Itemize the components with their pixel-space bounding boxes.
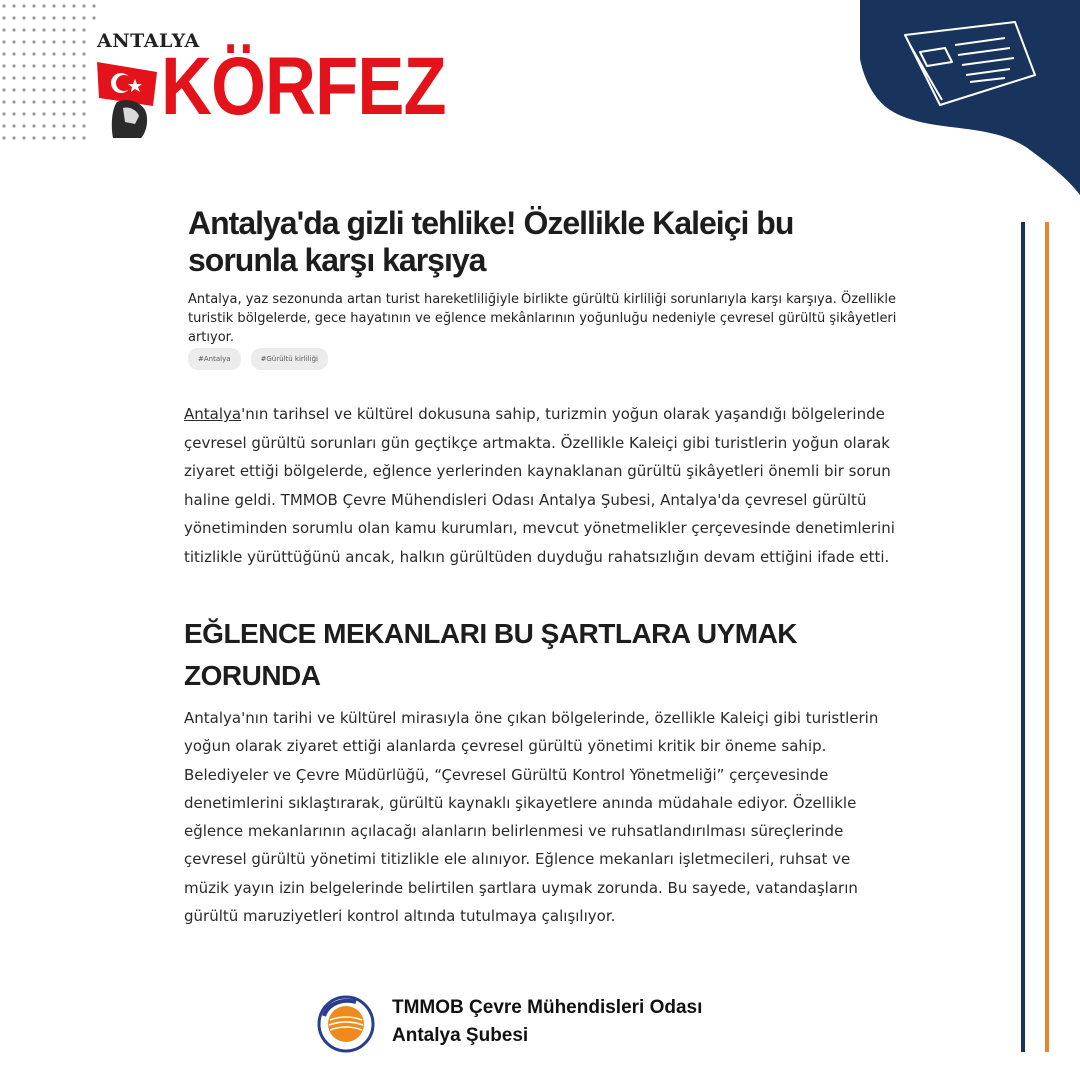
organization-line-2: Antalya Şubesi [392,1025,529,1046]
section-heading: EĞLENCE MEKANLARI BU ŞARTLARA UYMAK ZORUNDA [184,618,798,691]
navy-divider-line [1021,222,1025,1052]
tag-antalya[interactable]: #Antalya [188,348,241,370]
article-paragraph-1 [184,400,899,571]
organization-name [392,994,702,1050]
turkish-flag-icon [95,58,165,138]
organization-line-1: TMMOB Çevre Mühendisleri Odası [392,997,703,1018]
orange-divider-line [1045,222,1049,1052]
paragraph-1-text: 'nın tarihsel ve kültürel dokusuna sahip, turizmin yoğun olarak yaşandığı bölgelerinde çevresel gürültü sorunları gün geçtikçe artmakta. Özellikle Kaleiçi gibi turistlerin yoğun olarak ziyaret ettiği bölgelerde, eğlence yerlerinden kaynaklanan gürültü şikâyetleri önemli bir sorun haline geldi. TMMOB Çevre Mühendisleri Odası Antalya Şubesi, Antalya'da çevresel gürültü yönetiminden sorumlu olan kamu kurumları, mevcut yönetmelikler çerçevesinde denetimlerini titizlikle yürüttüğünü ancak, halkın gürültüden duyduğu rahatsızlığın devam ettiğini ifade etti. [184,405,895,566]
article-paragraph-2: Antalya'nın tarihi ve kültürel mirasıyla öne çıkan bölgelerinde, özellikle Kaleiçi gibi turistlerin yoğun olarak ziyaret ettiği alanlarda çevresel gürültü yönetimi kritik bir öneme sahip. Belediyeler ve Çevre Müdürlüğü, “Çevresel Gürültü Kontrol Yönetmeliği” çerçevesinde denetimlerini sıklaştırarak, gürültü kaynaklı şikayetlere anında müdahale ediyor. Özellikle eğlence mekanlarının açılacağı alanların belirlenmesi ve ruhsatlandırılması süreçlerinde çevresel gürültü yönetimi titizlikle ele alınıyor. Eğlence mekanları işletmecileri, ruhsat ve müzik yayın izin belgelerinde belirtilen şartlara uymak zorunda. Bu sayede, vatandaşların gürültü maruziyetleri kontrol altında tutulmaya çalışılıyor. [184,709,879,926]
logo-title: KÖRFEZ [161,41,446,132]
antalya-link[interactable]: Antalya [184,405,242,423]
newspaper-logo [95,30,475,140]
article-headline: Antalya'da gizli tehlike! Özellikle Kaleiçi bu sorunla karşı karşıya [188,205,794,278]
corner-decoration [860,0,1080,195]
tag-gurultu[interactable]: #Gürültü kirliliği [251,348,328,370]
logo-small-label: ANTALYA [97,30,200,52]
dot-pattern [0,0,110,150]
tag-list [188,348,328,370]
organization-logo-icon [316,994,376,1054]
article-summary: Antalya, yaz sezonunda artan turist hareketliliğiyle birlikte gürültü kirliliği sorunlarıyla karşı karşıya. Özellikle turistik bölgelerde, gece hayatının ve eğlence mekânlarının yoğunluğu nedeniyle çevresel gürültü şikâyetleri artıyor. [188,292,897,345]
